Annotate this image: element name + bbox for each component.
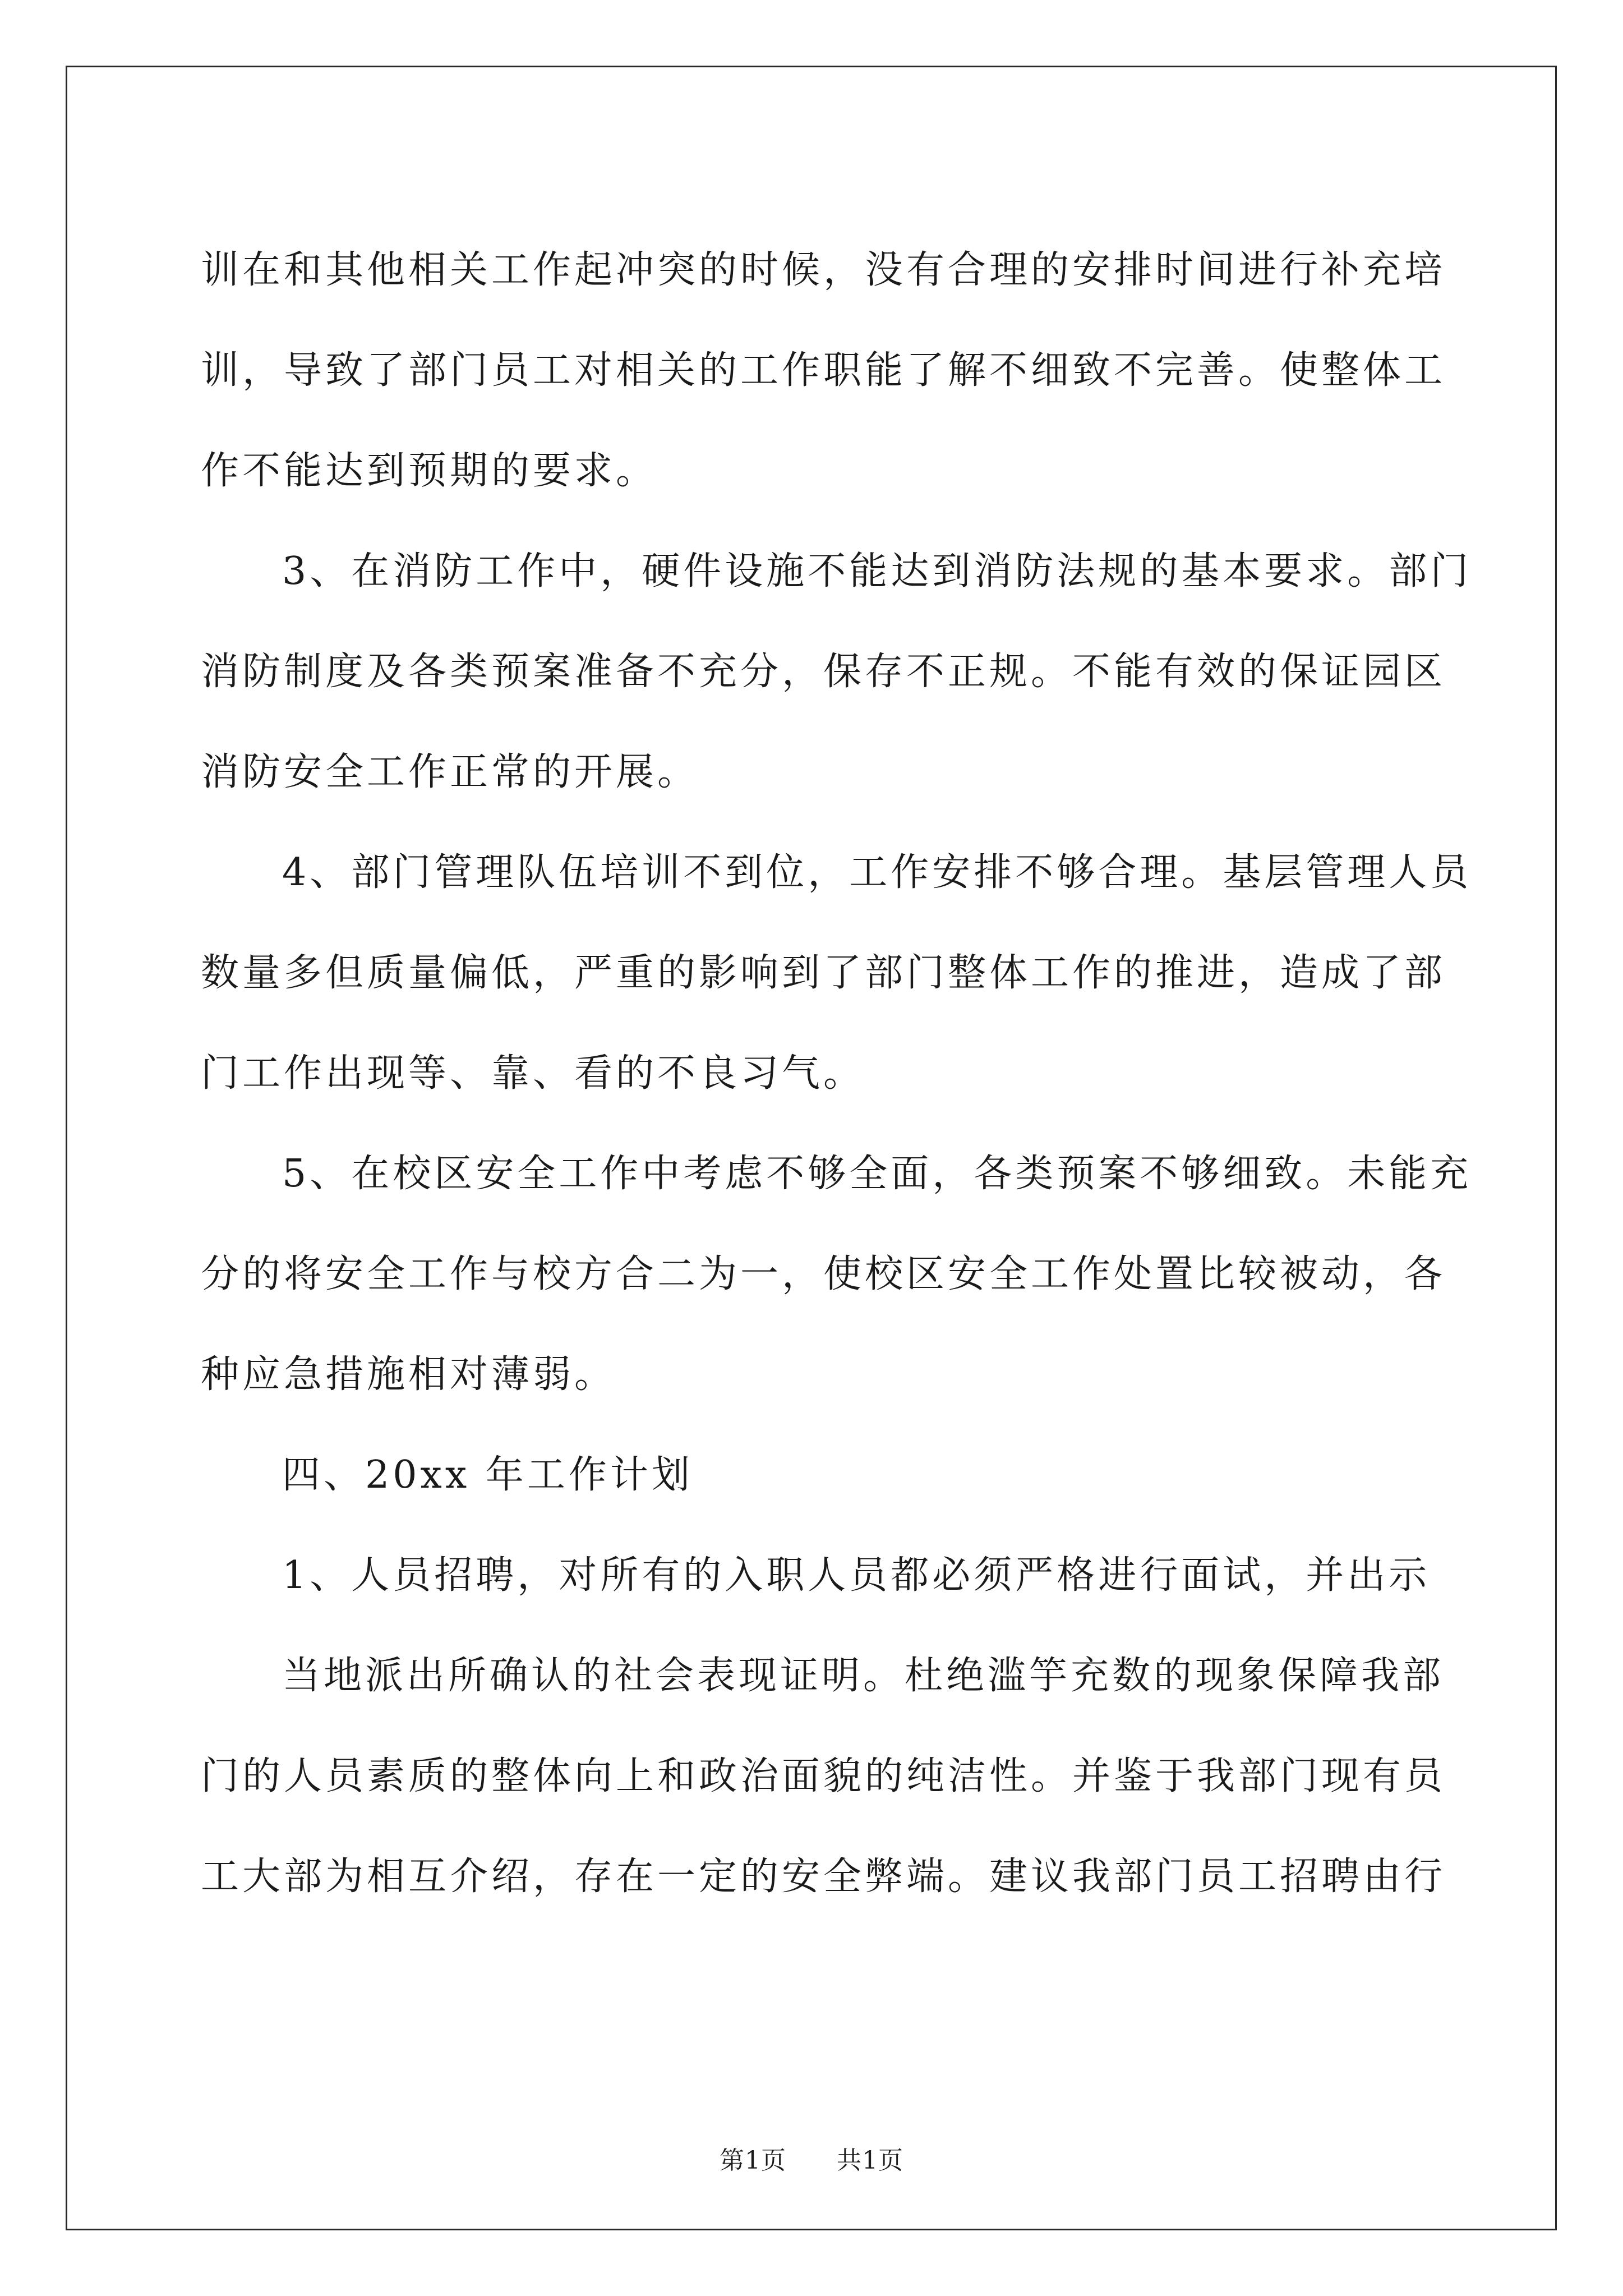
text-line: 4、部门管理队伍培训不到位，工作安排不够合理。基层管理人员 bbox=[282, 850, 1472, 895]
text-line: 消防制度及各类预案准备不充分，保存不正规。不能有效的保证园区 bbox=[201, 650, 1446, 694]
text-line: 当地派出所确认的社会表现证明。杜绝滥竽充数的现象保障我部 bbox=[282, 1654, 1445, 1698]
text-line: 作不能达到预期的要求。 bbox=[201, 449, 658, 493]
text-line: 工大部为相互介绍，存在一定的安全弊端。建议我部门员工招聘由行 bbox=[201, 1855, 1446, 1899]
text-line: 5、在校区安全工作中考虑不够全面，各类预案不够细致。未能充 bbox=[282, 1152, 1472, 1196]
text-line: 1、人员招聘，对所有的入职人员都必须严格进行面试，并出示 bbox=[282, 1553, 1431, 1598]
text-line: 门的人员素质的整体向上和政治面貌的纯洁性。并鉴于我部门现有员 bbox=[201, 1754, 1446, 1798]
text-line: 训在和其他相关工作起冲突的时候，没有合理的安排时间进行补充培 bbox=[201, 248, 1446, 292]
document-body bbox=[201, 220, 1472, 1927]
page-number-total: 共1页 bbox=[837, 2146, 903, 2175]
text-line: 3、在消防工作中，硬件设施不能达到消防法规的基本要求。部门 bbox=[282, 549, 1472, 593]
text-line: 门工作出现等、靠、看的不良习气。 bbox=[201, 1051, 865, 1096]
page-footer bbox=[0, 2140, 1623, 2176]
text-line: 数量多但质量偏低，严重的影响到了部门整体工作的推进，造成了部 bbox=[201, 951, 1446, 995]
text-line: 训，导致了部门员工对相关的工作职能了解不细致不完善。使整体工 bbox=[201, 348, 1446, 393]
text-line: 四、20xx 年工作计划 bbox=[282, 1453, 693, 1497]
text-line: 消防安全工作正常的开展。 bbox=[201, 750, 699, 794]
text-line: 种应急措施相对薄弱。 bbox=[201, 1352, 616, 1397]
page-number-current: 第1页 bbox=[720, 2146, 786, 2175]
text-line: 分的将安全工作与校方合二为一，使校区安全工作处置比较被动，各 bbox=[201, 1252, 1446, 1296]
